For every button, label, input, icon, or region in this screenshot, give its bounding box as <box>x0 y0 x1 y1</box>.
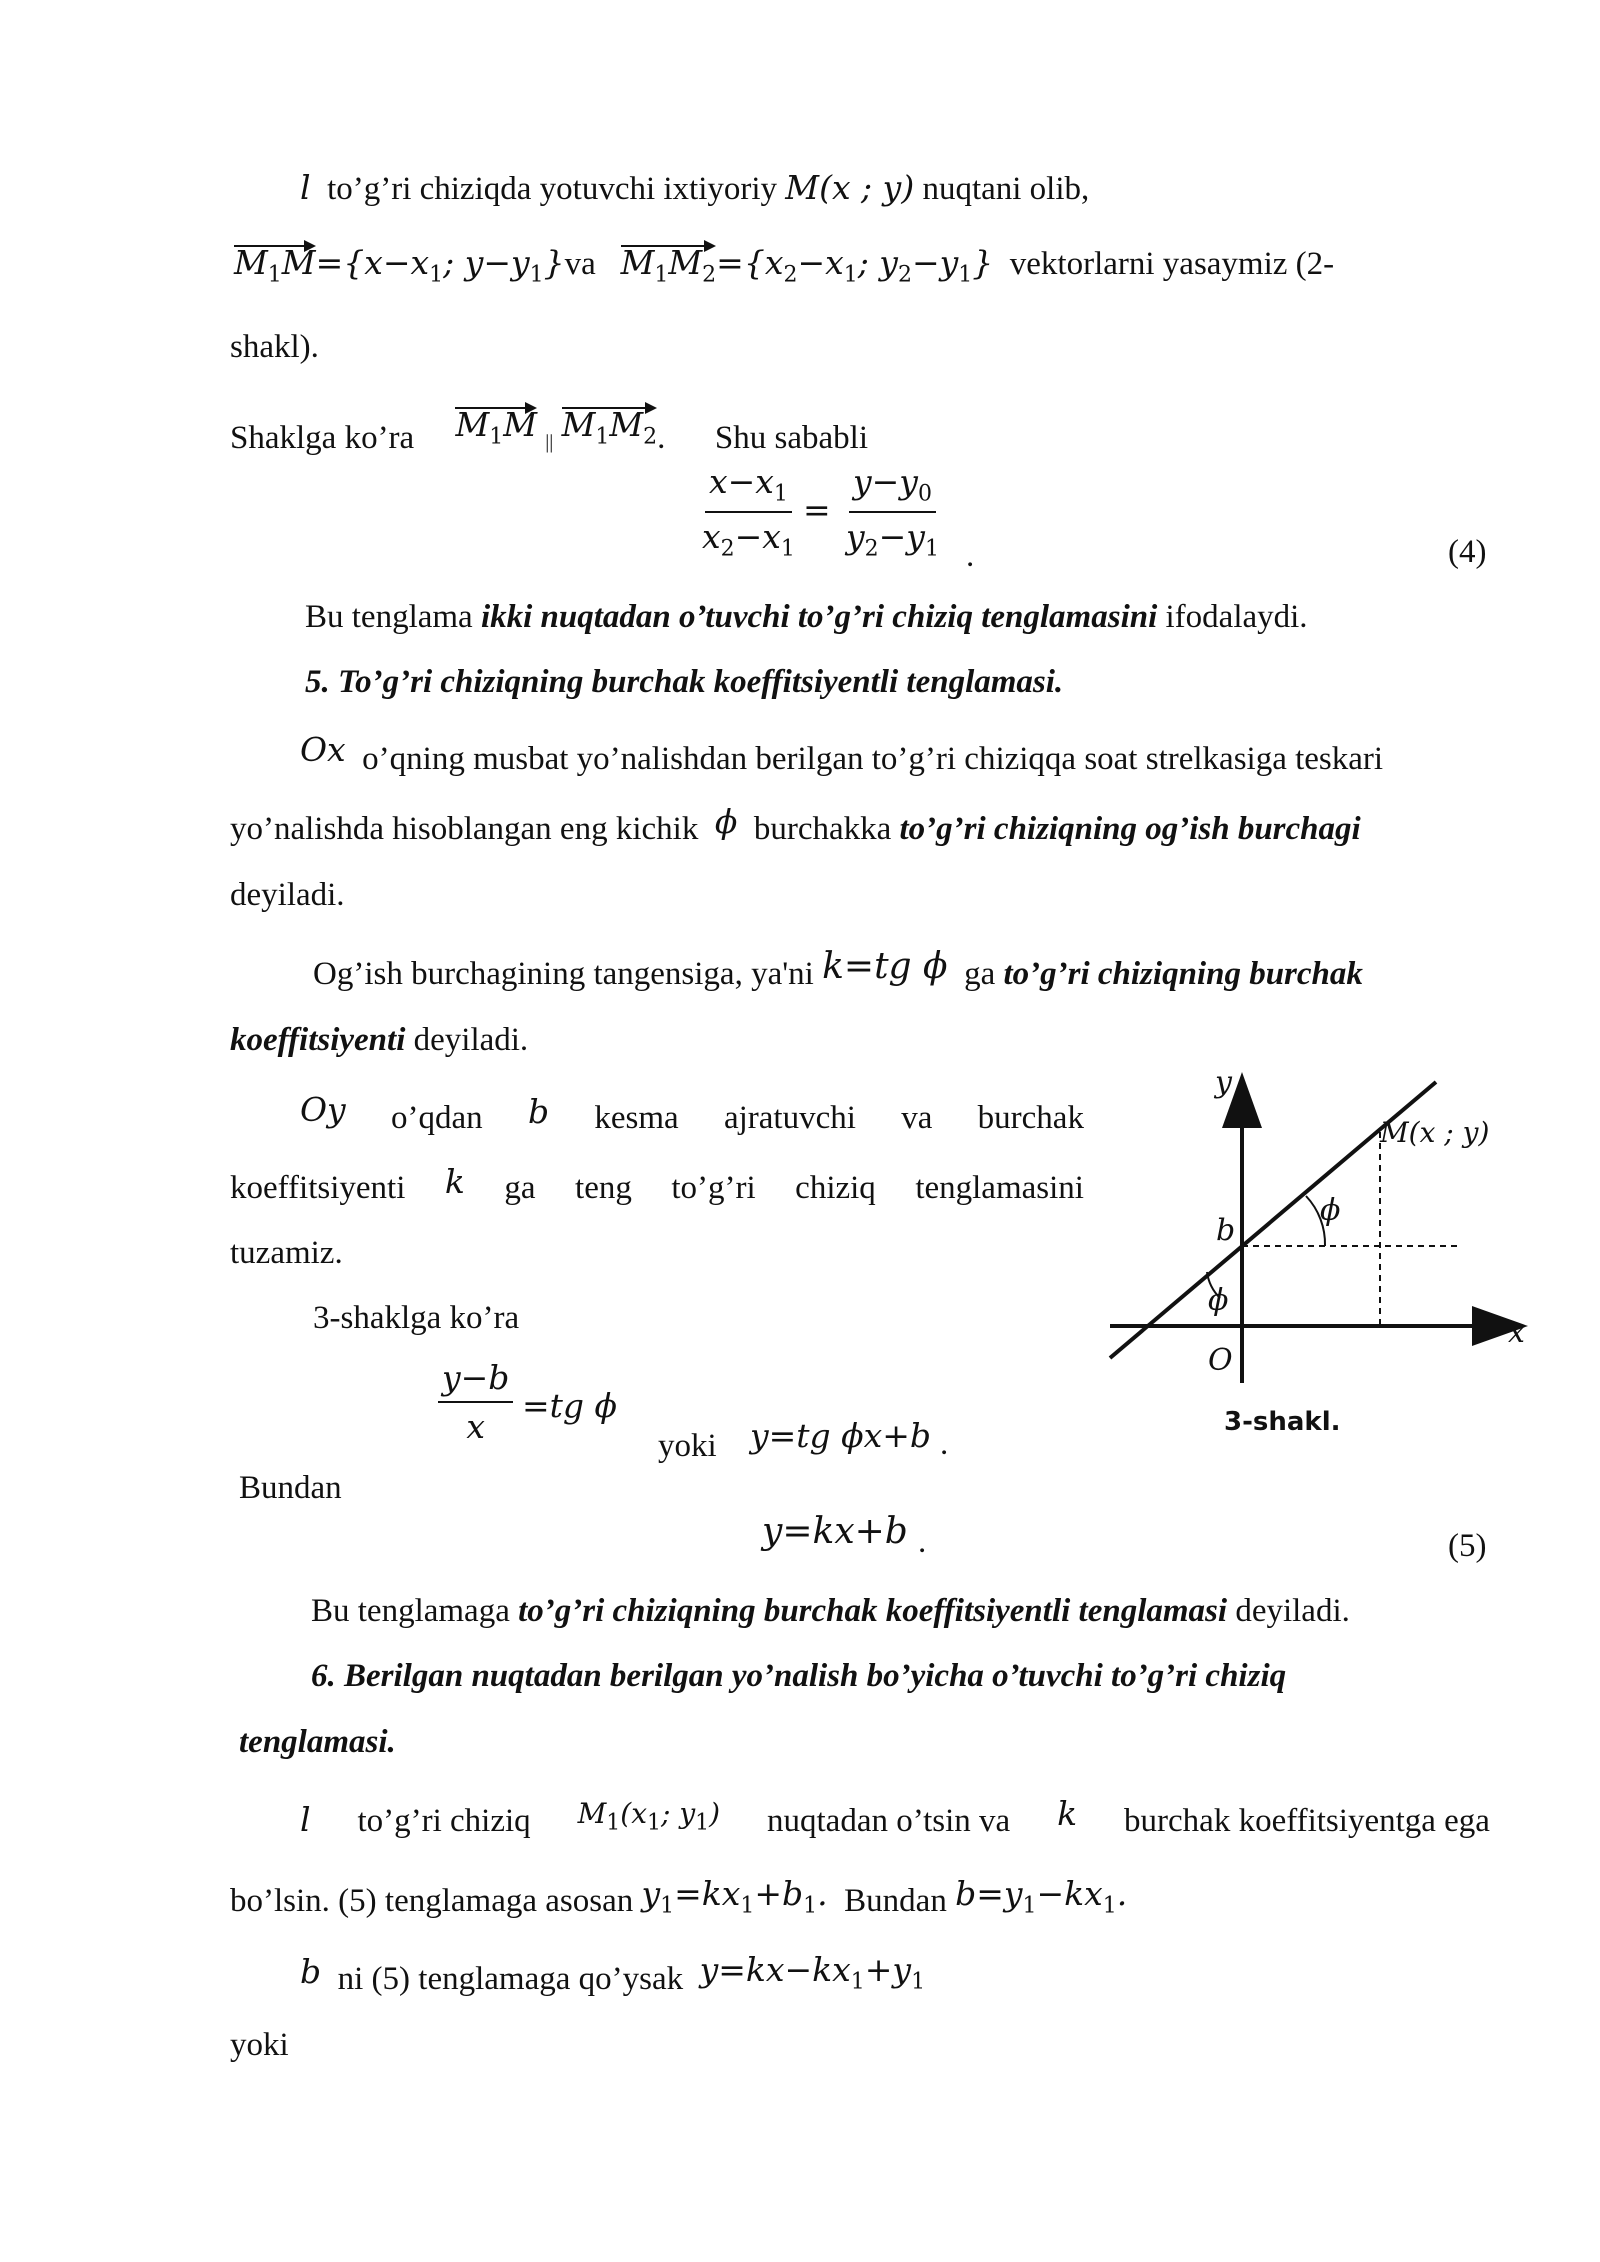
math-l: l <box>300 168 311 207</box>
math-Oy: Oy <box>300 1090 346 1129</box>
paragraph-line: 3-shaklga ko’ra <box>313 1300 520 1336</box>
math-point-M1: $M_1(x_1$; $y_1$) <box>577 1797 721 1836</box>
label-O: O <box>1208 1343 1233 1378</box>
paragraph-line: Bundan <box>239 1470 342 1506</box>
vector-M1M: $M_1M$ <box>455 405 537 444</box>
paragraph-line: koeffitsiyenti deyiladi. <box>230 1022 529 1058</box>
paragraph-line: yo’nalishda hisoblangan eng kichik ϕ burchakka to’g’ri chiziqning og’ish burchagi <box>230 802 1361 847</box>
paragraph-line: bo’lsin. (5) tenglamaga asosan $y_1=kx_1+b_1$. Bundan $b=y_1-kx_1$. <box>230 1874 1128 1919</box>
equation-number: (5) <box>1448 1528 1487 1564</box>
text: Shaklga ko’ra <box>230 420 415 456</box>
paragraph-line: Bu tenglamaga to’g’ri chiziqning burchak koeffitsiyentli tenglamasi deyiladi. <box>311 1593 1350 1629</box>
paragraph-line <box>234 243 1334 296</box>
math-b: b <box>527 1092 550 1131</box>
dot: . <box>918 1524 927 1560</box>
text: to’g’ri chiziqda yotuvchi ixtiyoriy <box>327 171 778 207</box>
section-heading-5: 5. To’g’ri chiziqning burchak koeffitsiyentli tenglamasi. <box>305 664 1064 700</box>
equation: $b=y_1-kx_1$. <box>955 1874 1128 1919</box>
paragraph-line: l to’g’ri chiziq $M_1(x_1$; $y_1$) nuqtadan o’tsin va k burchak koeffitsiyentga ega <box>300 1800 1490 1852</box>
math-tg-phi: =tg ϕ <box>522 1386 618 1425</box>
paragraph-line: Oy o’qdan b kesma ajratuvchi va burchak <box>300 1090 1084 1136</box>
vector-M1M: $M_1M=\{x-x_1$; $y-y_1$} <box>234 243 565 282</box>
dot: . <box>940 1426 949 1462</box>
parallel-sign: || <box>545 431 554 453</box>
fraction-y-b-over-x: $\frac{y-b}{x}$ <box>438 1358 513 1446</box>
math-phi: ϕ <box>714 802 738 841</box>
paragraph-line: Bu tenglama ikki nuqtadan o’tuvchi to’g’ri chiziq tenglamasini ifodalaydi. <box>305 599 1308 635</box>
label-phi-upper: ϕ <box>1320 1193 1341 1228</box>
equation: $y=kx-kx_1+y_1$ <box>699 1950 926 1995</box>
label-b: b <box>1216 1213 1236 1248</box>
text-va: va <box>564 246 596 282</box>
math-k: k <box>444 1162 465 1201</box>
vector-M1M2: $M_1M_2$ <box>562 405 658 444</box>
fraction-x: $\frac{x-x_1}{x_2-x_1}$ <box>702 462 795 562</box>
label-x: x <box>1508 1315 1525 1350</box>
math-k: k <box>1057 1794 1078 1833</box>
paragraph-line: Og’ish burchagining tangensiga, ya'ni k=tg ϕ ga to’g’ri chiziqning burchak <box>313 946 1363 992</box>
dot: . <box>966 538 975 574</box>
paragraph-line: deyiladi. <box>230 877 345 913</box>
equation-number: (4) <box>1448 534 1487 570</box>
text: Shu sababli <box>714 420 868 456</box>
equation: $y_1=kx_1+b_1$. <box>641 1874 828 1919</box>
paragraph-line: tuzamiz. <box>230 1235 343 1271</box>
label-phi-lower: ϕ <box>1208 1283 1229 1318</box>
paragraph-line <box>300 168 1089 209</box>
figure-3 <box>1080 1060 1560 1460</box>
math-l: l <box>300 1800 311 1839</box>
paragraph-line: shakl). <box>230 329 319 365</box>
term: to’g’ri chiziqning burchak <box>1003 956 1363 992</box>
equation: y=kx+b <box>762 1511 908 1552</box>
label-M: M(x ; y) <box>1380 1116 1490 1149</box>
term: to’g’ri chiziqning burchak koeffitsiyentli tenglamasi <box>518 1593 1228 1629</box>
vector-M1M2: $M_1M_2=\{x_2-x_1$; $y_2-y_1$} <box>621 243 994 282</box>
figure-caption: 3-shakl. <box>1224 1407 1341 1437</box>
term: koeffitsiyenti <box>230 1022 406 1058</box>
equation: y=tg ϕx+b <box>750 1416 932 1455</box>
paragraph-line: yoki <box>230 2027 289 2063</box>
fraction-y: $\frac{y-y_0}{y_2-y_1}$ <box>846 462 939 562</box>
paragraph-line: Ox o’qning musbat yo’nalishdan berilgan to’g’ri chiziqqa soat strelkasiga teskari <box>300 730 1384 777</box>
text: nuqtani olib, <box>922 171 1090 207</box>
text-yoki: yoki <box>658 1428 717 1464</box>
paragraph-line: b ni (5) tenglamaga qo’ysak $y=kx-kx_1+y_1$ <box>300 1950 926 1997</box>
paragraph-line: Shaklga ko’ra $M_1M$ || $M_1M_2$. Shu sababli <box>230 405 868 456</box>
label-y: y <box>1215 1065 1232 1100</box>
section-heading-6-cont: tenglamasi. <box>239 1724 396 1760</box>
text: vektorlarni yasaymiz (2- <box>1009 246 1335 282</box>
paragraph-line: koeffitsiyenti k ga teng to’g’ri chiziq tenglamasini <box>230 1162 1084 1206</box>
math-b: b <box>300 1952 322 1991</box>
math-point-M: M(x ; y) <box>785 168 915 207</box>
math-k-tg-phi: k=tg ϕ <box>822 946 948 987</box>
term: ikki nuqtadan o’tuvchi to’g’ri chiziq tenglamasini <box>480 599 1158 635</box>
section-heading-6: 6. Berilgan nuqtadan berilgan yo’nalish bo’yicha o’tuvchi to’g’ri chiziq <box>311 1658 1287 1694</box>
math-Ox: Ox <box>300 730 346 769</box>
equals-sign: = <box>803 490 831 529</box>
term: to’g’ri chiziqning og’ish burchagi <box>899 811 1361 847</box>
